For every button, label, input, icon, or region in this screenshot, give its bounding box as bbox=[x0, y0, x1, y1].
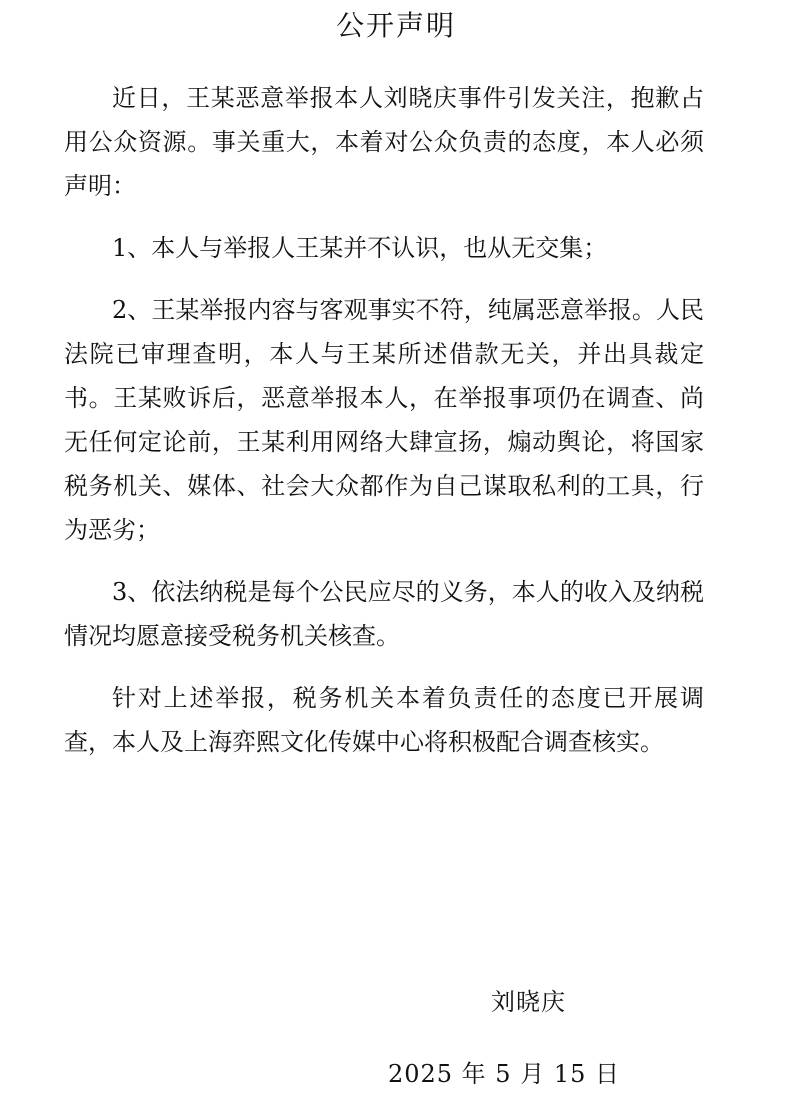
paragraph-point-1: 1、本人与举报人王某并不认识，也从无交集； bbox=[112, 234, 608, 262]
document-title: 公开声明 bbox=[335, 9, 456, 42]
paragraph-intro: 近日，王某恶意举报本人刘晓庆事件引发关注，抱歉占用公众资源。事关重大，本着对公众负责的态度，本人必须声明： bbox=[64, 84, 704, 200]
signature-name: 刘晓庆 bbox=[491, 988, 566, 1016]
paragraph-closing: 针对上述举报，税务机关本着负责任的态度已开展调查，本人及上海弈熙文化传媒中心将积极配合调查核实。 bbox=[64, 684, 704, 756]
statement-date: 2025 年 5 月 15 日 bbox=[387, 1060, 620, 1088]
statement-body bbox=[64, 76, 704, 764]
paragraph-point-2: 2、王某举报内容与客观事实不符，纯属恶意举报。人民法院已审理查明，本人与王某所述借款无关，并出具裁定书。王某败诉后，恶意举报本人，在举报事项仍在调查、尚无任何定论前，王某利用网络大肆宣扬，煽动舆论，将国家税务机关、媒体、社会大众都作为自己谋取私利的工具，行为恶劣； bbox=[64, 296, 704, 544]
paragraph-point-3: 3、依法纳税是每个公民应尽的义务，本人的收入及纳税情况均愿意接受税务机关核查。 bbox=[64, 578, 704, 650]
